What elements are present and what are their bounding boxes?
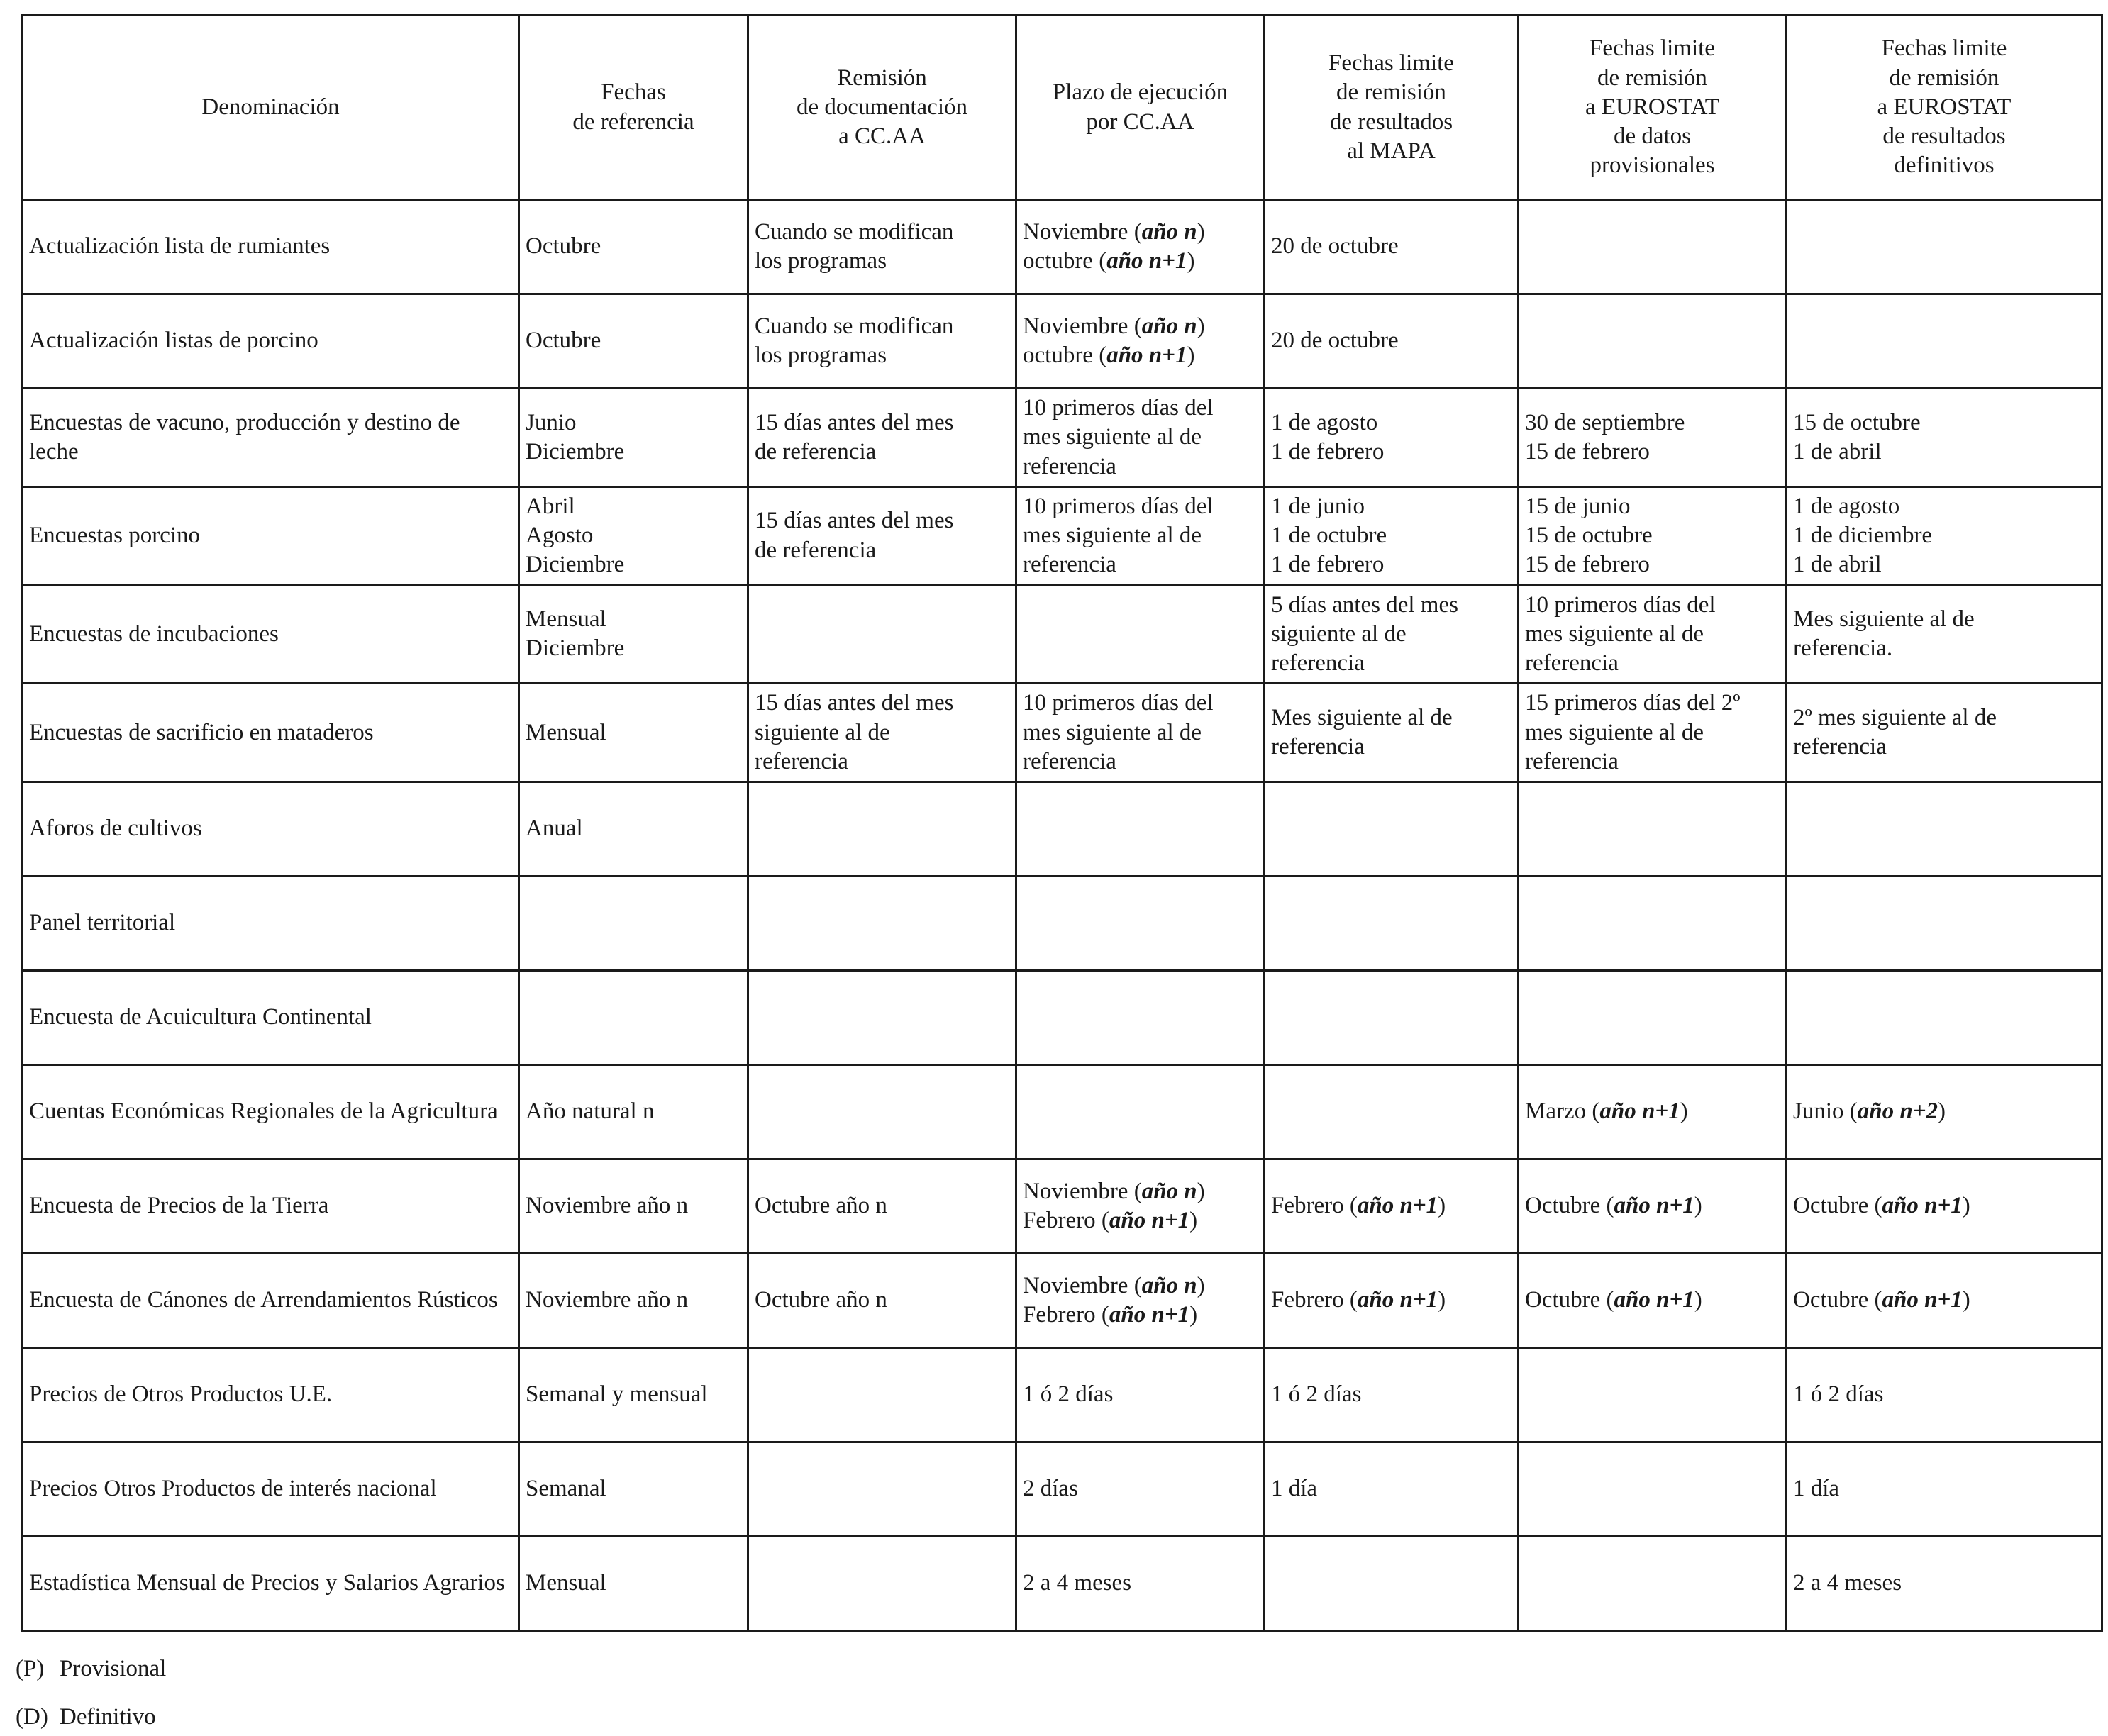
column-header: Denominación	[23, 16, 519, 200]
table-cell: Cuentas Económicas Regionales de la Agricultura	[23, 1065, 519, 1159]
table-cell: 2 a 4 meses	[1787, 1537, 2102, 1631]
table-cell: Noviembre (año n) octubre (año n+1)	[1016, 294, 1265, 389]
table-cell	[1265, 1537, 1519, 1631]
table-cell: 30 de septiembre 15 de febrero	[1519, 389, 1787, 487]
table-cell	[1265, 782, 1519, 877]
table-cell	[1787, 782, 2102, 877]
table-row	[23, 1442, 2102, 1537]
table-row	[23, 1537, 2102, 1631]
table-cell: Febrero (año n+1)	[1265, 1254, 1519, 1348]
table-cell: 20 de octubre	[1265, 200, 1519, 294]
table-cell	[1016, 585, 1265, 684]
table-cell	[1519, 200, 1787, 294]
table-cell: 15 primeros días del 2º mes siguiente al de referencia	[1519, 684, 1787, 782]
table-cell: 10 primeros días del mes siguiente al de referencia	[1016, 389, 1265, 487]
table-cell: Precios de Otros Productos U.E.	[23, 1348, 519, 1442]
table-cell: Octubre (año n+1)	[1787, 1159, 2102, 1254]
table-cell: Panel territorial	[23, 877, 519, 971]
table-cell: Anual	[519, 782, 748, 877]
table-cell	[1016, 877, 1265, 971]
table-cell: 1 de agosto 1 de diciembre 1 de abril	[1787, 486, 2102, 585]
footnote	[16, 1656, 166, 1682]
table-row	[23, 877, 2102, 971]
table-cell: Encuesta de Cánones de Arrendamientos Rústicos	[23, 1254, 519, 1348]
table-cell	[1016, 1065, 1265, 1159]
column-header: Plazo de ejecución por CC.AA	[1016, 16, 1265, 200]
table-cell: 15 días antes del mes de referencia	[748, 486, 1016, 585]
schedule-table	[21, 14, 2103, 1632]
table-cell	[748, 1348, 1016, 1442]
table-cell: 2º mes siguiente al de referencia	[1787, 684, 2102, 782]
table-cell: 10 primeros días del mes siguiente al de referencia	[1016, 486, 1265, 585]
table-row	[23, 971, 2102, 1065]
table-cell	[748, 1065, 1016, 1159]
table-cell: 1 ó 2 días	[1787, 1348, 2102, 1442]
table-cell: 15 de octubre 1 de abril	[1787, 389, 2102, 487]
table-cell	[1519, 1442, 1787, 1537]
table-row	[23, 1254, 2102, 1348]
table-row	[23, 389, 2102, 487]
footnote-code: (D)	[16, 1704, 48, 1730]
table-row	[23, 782, 2102, 877]
table-cell: Junio (año n+2)	[1787, 1065, 2102, 1159]
column-header: Fechas limite de remisión de resultados al MAPA	[1265, 16, 1519, 200]
footnote-text: Provisional	[60, 1656, 167, 1681]
table-row	[23, 585, 2102, 684]
table-cell: Encuesta de Precios de la Tierra	[23, 1159, 519, 1254]
table-cell	[1787, 200, 2102, 294]
table-cell: Estadística Mensual de Precios y Salarios Agrarios	[23, 1537, 519, 1631]
table-cell: Mensual	[519, 1537, 748, 1631]
table-cell: Encuestas de sacrificio en mataderos	[23, 684, 519, 782]
footnote-text: Definitivo	[60, 1704, 156, 1730]
table-cell: Actualización lista de rumiantes	[23, 200, 519, 294]
table-cell: Encuesta de Acuicultura Continental	[23, 971, 519, 1065]
table-cell: Octubre año n	[748, 1159, 1016, 1254]
table-cell	[748, 585, 1016, 684]
table-cell	[1016, 782, 1265, 877]
table-cell: 2 días	[1016, 1442, 1265, 1537]
table-cell: Semanal y mensual	[519, 1348, 748, 1442]
table-cell: Junio Diciembre	[519, 389, 748, 487]
table-cell: Octubre (año n+1)	[1787, 1254, 2102, 1348]
table-cell: Cuando se modifican los programas	[748, 294, 1016, 389]
column-header: Remisión de documentación a CC.AA	[748, 16, 1016, 200]
table-cell: Octubre	[519, 294, 748, 389]
table-cell	[1519, 1537, 1787, 1631]
table-cell: 10 primeros días del mes siguiente al de referencia	[1519, 585, 1787, 684]
table-row	[23, 200, 2102, 294]
column-header: Fechas de referencia	[519, 16, 748, 200]
table-cell	[1519, 782, 1787, 877]
table-cell: Noviembre año n	[519, 1254, 748, 1348]
table-cell	[748, 877, 1016, 971]
table-cell: 1 de junio 1 de octubre 1 de febrero	[1265, 486, 1519, 585]
table-cell: Mes siguiente al de referencia	[1265, 684, 1519, 782]
table-row	[23, 1065, 2102, 1159]
table-cell	[748, 1537, 1016, 1631]
table-cell	[519, 877, 748, 971]
table-cell: Precios Otros Productos de interés nacional	[23, 1442, 519, 1537]
table-cell	[748, 971, 1016, 1065]
table-cell: Octubre año n	[748, 1254, 1016, 1348]
footnote	[16, 1704, 156, 1730]
table-cell: 1 de agosto 1 de febrero	[1265, 389, 1519, 487]
table-cell	[1265, 1065, 1519, 1159]
table-cell	[1787, 294, 2102, 389]
table-cell: Febrero (año n+1)	[1265, 1159, 1519, 1254]
table-row	[23, 1348, 2102, 1442]
table-cell: 1 ó 2 días	[1016, 1348, 1265, 1442]
table-cell	[519, 971, 748, 1065]
table-cell: 15 de junio 15 de octubre 15 de febrero	[1519, 486, 1787, 585]
table-cell: 5 días antes del mes siguiente al de referencia	[1265, 585, 1519, 684]
table-cell: Año natural n	[519, 1065, 748, 1159]
table-cell: 15 días antes del mes de referencia	[748, 389, 1016, 487]
table-cell	[1787, 877, 2102, 971]
table-cell: Mes siguiente al de referencia.	[1787, 585, 2102, 684]
table-row	[23, 294, 2102, 389]
table-cell: Octubre	[519, 200, 748, 294]
table-cell: 1 ó 2 días	[1265, 1348, 1519, 1442]
table-row	[23, 1159, 2102, 1254]
table-cell: 1 día	[1265, 1442, 1519, 1537]
table-cell: Octubre (año n+1)	[1519, 1159, 1787, 1254]
table-cell	[1519, 294, 1787, 389]
column-header: Fechas limite de remisión a EUROSTAT de datos provisionales	[1519, 16, 1787, 200]
column-header: Fechas limite de remisión a EUROSTAT de resultados definitivos	[1787, 16, 2102, 200]
table-cell: Noviembre (año n) Febrero (año n+1)	[1016, 1159, 1265, 1254]
table-cell: 15 días antes del mes siguiente al de referencia	[748, 684, 1016, 782]
table-body	[23, 200, 2102, 1631]
table-cell: Marzo (año n+1)	[1519, 1065, 1787, 1159]
table-cell: Cuando se modifican los programas	[748, 200, 1016, 294]
table-cell: Actualización listas de porcino	[23, 294, 519, 389]
table-cell: Encuestas porcino	[23, 486, 519, 585]
table-cell: 2 a 4 meses	[1016, 1537, 1265, 1631]
table-cell: Aforos de cultivos	[23, 782, 519, 877]
table-cell: Semanal	[519, 1442, 748, 1537]
table-cell: Encuestas de vacuno, producción y destino de leche	[23, 389, 519, 487]
table-cell: 10 primeros días del mes siguiente al de referencia	[1016, 684, 1265, 782]
table-cell: Noviembre año n	[519, 1159, 748, 1254]
table-cell	[748, 1442, 1016, 1537]
table-cell: 20 de octubre	[1265, 294, 1519, 389]
table-cell	[748, 782, 1016, 877]
table-cell: Noviembre (año n) Febrero (año n+1)	[1016, 1254, 1265, 1348]
table-cell	[1519, 1348, 1787, 1442]
table-cell	[1519, 971, 1787, 1065]
table-cell: Noviembre (año n) octubre (año n+1)	[1016, 200, 1265, 294]
table-cell: Encuestas de incubaciones	[23, 585, 519, 684]
table-cell: 1 día	[1787, 1442, 2102, 1537]
header-row	[23, 16, 2102, 200]
table-cell: Mensual	[519, 684, 748, 782]
table-row	[23, 486, 2102, 585]
table-cell	[1265, 877, 1519, 971]
table-cell: Mensual Diciembre	[519, 585, 748, 684]
table-cell	[1787, 971, 2102, 1065]
table-cell: Abril Agosto Diciembre	[519, 486, 748, 585]
footnote-code: (P)	[16, 1656, 45, 1681]
table-cell	[1016, 971, 1265, 1065]
table-cell	[1519, 877, 1787, 971]
table-cell	[1265, 971, 1519, 1065]
table-row	[23, 684, 2102, 782]
table-cell: Octubre (año n+1)	[1519, 1254, 1787, 1348]
